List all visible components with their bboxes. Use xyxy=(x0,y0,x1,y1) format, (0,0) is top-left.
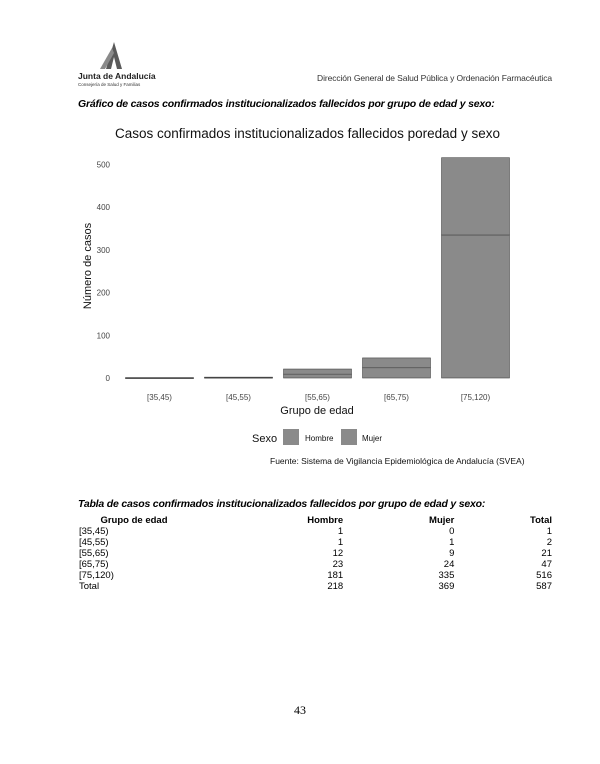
table-row xyxy=(78,537,553,548)
cell-hombre: 1 xyxy=(337,526,344,537)
cell-total: 47 xyxy=(541,559,552,570)
cell-hombre: 181 xyxy=(327,570,344,581)
graph-section-title: Gráfico de casos confirmados institucionalizados fallecidos por grupo de edad y sexo: xyxy=(78,98,495,110)
chart-title: Casos confirmados institucionalizados fallecidos poredad y sexo xyxy=(115,126,500,141)
y-tick-label: 400 xyxy=(96,203,110,213)
cell-grupo: [55,65) xyxy=(79,548,109,559)
stacked-bar-chart xyxy=(70,120,540,470)
bar-hombre xyxy=(126,378,194,379)
cell-grupo: Total xyxy=(79,581,100,592)
cell-total: 587 xyxy=(536,581,552,592)
bar-hombre xyxy=(363,358,431,368)
table-row-total xyxy=(78,581,553,592)
col-header-total: Total xyxy=(530,515,552,526)
table-row xyxy=(78,559,553,570)
legend xyxy=(252,429,382,445)
y-axis-label: Número de casos xyxy=(82,222,94,310)
logo-subtitle: Consejería de Salud y Familias xyxy=(78,82,141,87)
x-tick-label: [55,65) xyxy=(305,393,330,402)
page-number: 43 xyxy=(294,703,306,717)
cell-hombre: 23 xyxy=(332,559,344,570)
x-tick-label: [65,75) xyxy=(384,393,409,402)
cell-mujer: 1 xyxy=(449,537,455,548)
legend-swatch-mujer xyxy=(341,429,357,445)
legend-label-mujer: Mujer xyxy=(362,434,383,443)
x-axis-label: Grupo de edad xyxy=(280,405,354,417)
cell-total: 2 xyxy=(546,537,552,548)
table-row xyxy=(78,526,553,537)
cell-mujer: 335 xyxy=(438,570,455,581)
bars-group xyxy=(126,158,510,379)
col-header-hombre: Hombre xyxy=(307,515,344,526)
y-tick-label: 500 xyxy=(96,160,110,170)
cell-total: 1 xyxy=(546,526,552,537)
bar-hombre xyxy=(284,369,352,374)
cell-mujer: 9 xyxy=(449,548,455,559)
cell-hombre: 12 xyxy=(332,548,344,559)
y-tick-label: 300 xyxy=(96,245,110,255)
legend-title: Sexo xyxy=(252,433,278,445)
andalucia-a-icon xyxy=(92,40,136,70)
cell-hombre: 1 xyxy=(337,537,344,548)
table-row xyxy=(78,570,553,581)
cell-grupo: [35,45) xyxy=(79,526,109,537)
legend-label-hombre: Hombre xyxy=(305,434,334,443)
bar-mujer xyxy=(284,374,352,378)
x-tick-label: [75,120) xyxy=(460,393,491,402)
legend-swatch-hombre xyxy=(283,429,299,445)
cell-grupo: [65,75) xyxy=(79,559,109,570)
y-tick-label: 200 xyxy=(96,288,110,298)
header-direction: Dirección General de Salud Pública y Ordenación Farmacéutica xyxy=(317,73,552,83)
cell-total: 516 xyxy=(536,570,552,581)
cell-mujer: 0 xyxy=(449,526,455,537)
bar-mujer xyxy=(442,235,510,378)
x-axis-ticks xyxy=(147,393,490,402)
y-tick-label: 100 xyxy=(96,331,110,341)
cell-grupo: [45,55) xyxy=(79,537,109,548)
x-tick-label: [35,45) xyxy=(147,393,172,402)
col-header-grupo: Grupo de edad xyxy=(100,515,168,526)
cell-total: 21 xyxy=(541,548,552,559)
bar-hombre xyxy=(205,377,273,378)
bar-mujer xyxy=(363,368,431,378)
x-tick-label: [45,55) xyxy=(226,393,251,402)
y-tick-label: 0 xyxy=(105,374,110,383)
bar-hombre xyxy=(442,158,510,235)
col-header-mujer: Mujer xyxy=(429,515,455,526)
table-row xyxy=(78,548,553,559)
chart-source-caption: Fuente: Sistema de Vigilancia Epidemiológica de Andalucía (SVEA) xyxy=(270,456,525,466)
junta-de-andalucia-logo xyxy=(70,40,160,87)
y-axis-ticks xyxy=(97,161,111,383)
cell-mujer: 24 xyxy=(443,559,455,570)
cases-table xyxy=(78,515,553,592)
logo-name: Junta de Andalucía xyxy=(78,71,156,81)
cell-mujer: 369 xyxy=(438,581,455,592)
table-section-title: Tabla de casos confirmados institucionalizados fallecidos por grupo de edad y sexo: xyxy=(78,498,486,510)
cell-hombre: 218 xyxy=(327,581,344,592)
cell-grupo: [75,120) xyxy=(79,570,114,581)
table-header-row xyxy=(78,515,553,526)
